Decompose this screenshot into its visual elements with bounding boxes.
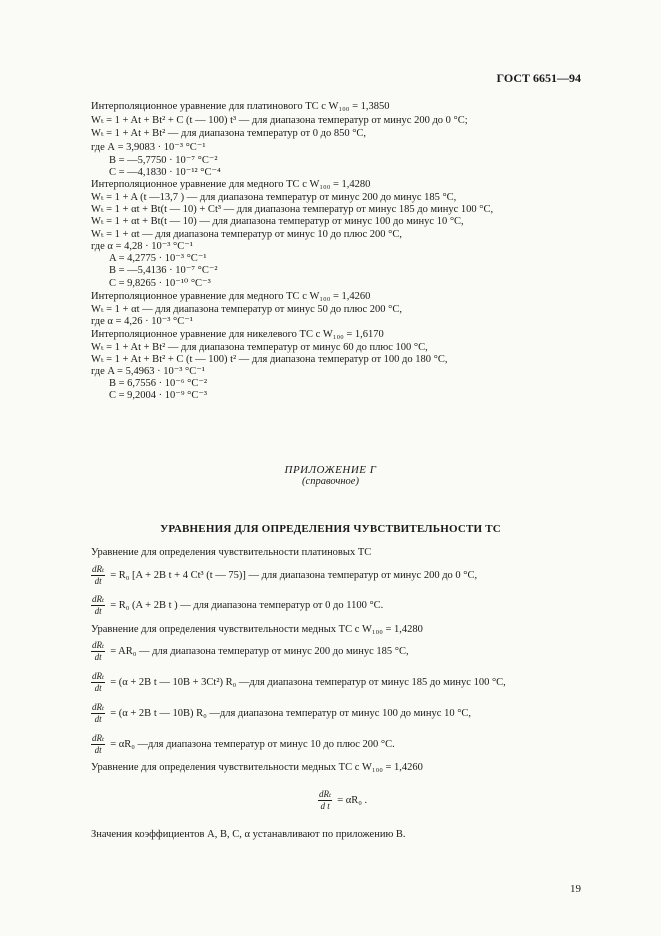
copper-1-equation-4: $\frac{\text{dRₜ}}{dt}$ = αR₀ —для диапазона температур от минус 10 до плюс 200 °С. <box>92 733 395 755</box>
appendix-title: ПРИЛОЖЕНИЕ Г <box>284 464 377 476</box>
copper-1-equation-2: $\frac{\text{dRₜ}}{dt}$ = (α + 2B t — 10B + 3Ct²) R₀ —для диапазона температур от минус 185 до минус 100 °С, <box>92 671 506 693</box>
standard-header: ГОСТ 6651—94 <box>496 71 581 85</box>
text-line: Wₜ = 1 + αt + Bt(t — 10) — для диапазона температур от минус 100 до минус 10 °С, <box>91 216 464 227</box>
text-line: C = 9,2004 · 10⁻⁹ °С⁻³ <box>109 390 208 401</box>
copper-2-equation: $\frac{\text{dRₜ}}{\text{d t}}$ = αR₀ . <box>319 789 368 811</box>
platinum-equation-2: $\frac{\text{dRₜ}}{dt}$ = R₀ (A + 2B t ) — для диапазона температур от 0 до 1100 °С. <box>92 594 384 616</box>
derivative-fraction: $\frac{\text{dRₜ}}{dt}$ <box>92 671 105 693</box>
text-line: С = —4,1830 · 10⁻¹² °С⁻⁴ <box>109 167 221 178</box>
derivative-fraction: $\frac{\text{dRₜ}}{dt}$ <box>92 702 105 724</box>
text-line: Wₜ = 1 + αt + Bt(t — 10) + Ct³ — для диапазона температур от минус 185 до минус 100 °С, <box>91 204 494 215</box>
text-line: где А = 3,9083 · 10⁻³ °С⁻¹ <box>91 142 206 153</box>
text-line: Wₜ = 1 + αt — для диапазона температур от минус 50 до плюс 200 °С, <box>91 304 402 315</box>
text-line: В = —5,7750 · 10⁻⁷ °С⁻² <box>109 155 218 166</box>
copper-2-intro: Уравнение для определения чувствительности медных ТС с W₁₀₀ = 1,4260 <box>91 762 423 773</box>
text-line: Wₜ = 1 + At + Bt² — для диапазона температур от минус 60 до плюс 100 °С, <box>91 342 428 353</box>
page-number: 19 <box>570 883 581 895</box>
text-line: где α = 4,28 · 10⁻³ °С⁻¹ <box>91 241 193 252</box>
text-line: Wₜ = 1 + αt — для диапазона температур от минус 10 до плюс 200 °С, <box>91 229 402 240</box>
derivative-fraction: $\frac{\text{dRₜ}}{\text{d t}}$ <box>319 789 332 811</box>
derivative-fraction: $\frac{\text{dRₜ}}{dt}$ <box>92 640 105 662</box>
text-line: Wₜ = 1 + A (t —13,7 ) — для диапазона температур от минус 200 до минус 185 °С, <box>91 192 457 203</box>
derivative-fraction: $\frac{\text{dRₜ}}{dt}$ <box>92 733 105 755</box>
appendix-heading: УРАВНЕНИЯ ДЛЯ ОПРЕДЕЛЕНИЯ ЧУВСТВИТЕЛЬНОСТИ ТС <box>160 523 501 535</box>
text-line: B = 6,7556 · 10⁻⁶ °С⁻² <box>109 378 208 389</box>
derivative-fraction: $\frac{\text{dRₜ}}{dt}$ <box>92 594 105 616</box>
copper-1-equation-1: $\frac{\text{dRₜ}}{dt}$ = AR₀ — для диапазона температур от минус 200 до минус 185 °С, <box>92 640 409 662</box>
text-line: Wₜ = 1 + At + Bt² — для диапазона температур от 0 до 850 °С, <box>91 128 367 139</box>
copper-1-equation-3: $\frac{\text{dRₜ}}{dt}$ = (α + 2B t — 10B) R₀ —для диапазона температур от минус 100 до минус 10 °С, <box>92 702 472 724</box>
text-line: где A = 5,4963 · 10⁻³ °С⁻¹ <box>91 366 205 377</box>
derivative-fraction: $\frac{\text{dRₜ}}{dt}$ <box>92 564 105 586</box>
appendix-subtitle: (справочное) <box>302 476 359 487</box>
text-line: где α = 4,26 · 10⁻³ °С⁻¹ <box>91 316 193 327</box>
text-line: Интерполяционное уравнение для медного ТС с W₁₀₀ = 1,4260 <box>91 291 371 302</box>
text-line: B = —5,4136 · 10⁻⁷ °С⁻² <box>109 265 218 276</box>
copper-1-intro: Уравнение для определения чувствительности медных ТС с W₁₀₀ = 1,4280 <box>91 624 423 635</box>
text-line: A = 4,2775 · 10⁻³ °С⁻¹ <box>109 253 207 264</box>
coefficients-note: Значения коэффициентов А, В, С, α устанавливают по приложению В. <box>91 829 406 840</box>
text-line: Интерполяционное уравнение для никелевого ТС с W₁₀₀ = 1,6170 <box>91 329 384 340</box>
text-line: Wₜ = 1 + At + Bt² + C (t — 100) t² — для диапазона температур от 100 до 180 °С, <box>91 354 448 365</box>
text-line: C = 9,8265 · 10⁻¹⁰ °С⁻³ <box>109 278 211 289</box>
platinum-equation-1: $\frac{\text{dRₜ}}{dt}$ = R₀ [A + 2B t + 4 Ct³ (t — 75)] — для диапазона температур от минус 200 до 0 °С, <box>92 564 478 586</box>
text-line: Интерполяционное уравнение для платинового ТС с W₁₀₀ = 1,3850 <box>91 101 390 112</box>
platinum-intro: Уравнение для определения чувствительности платиновых ТС <box>91 547 372 558</box>
text-line: Интерполяционное уравнение для медного ТС с W₁₀₀ = 1,4280 <box>91 179 371 190</box>
text-line: Wₜ = 1 + At + Bt² + C (t — 100) t³ — для диапазона температур от минус 200 до 0 °С; <box>91 115 468 126</box>
